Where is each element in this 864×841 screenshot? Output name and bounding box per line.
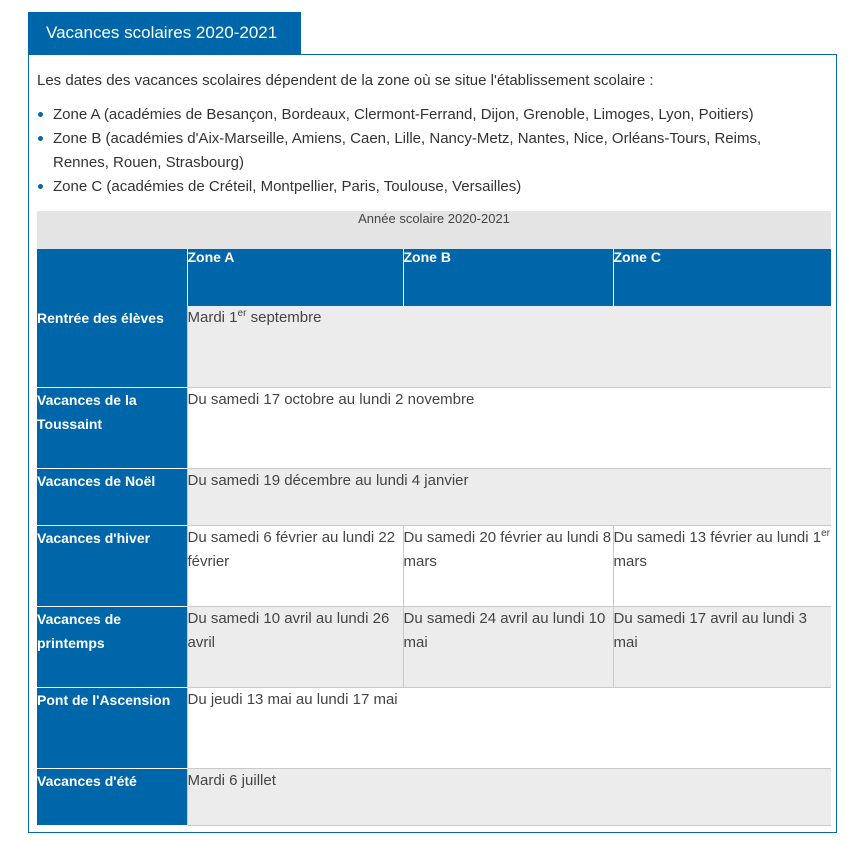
intro-text: Les dates des vacances scolaires dépendent de la zone où se situe l'établissement scolaire : bbox=[37, 72, 654, 89]
table-cell: Mardi 1er septembre bbox=[187, 306, 831, 387]
table-cell: Du samedi 20 février au lundi 8 mars bbox=[403, 525, 613, 606]
row-header: Pont de l'Ascension bbox=[37, 687, 187, 768]
row-header: Rentrée des élèves bbox=[37, 306, 187, 387]
row-header: Vacances d'hiver bbox=[37, 525, 187, 606]
table-row bbox=[37, 468, 831, 525]
column-header-zone-b: Zone B bbox=[403, 249, 613, 306]
table-cell: Du samedi 17 octobre au lundi 2 novembre bbox=[187, 387, 831, 468]
table-cell: Du samedi 24 avril au lundi 10 mai bbox=[403, 606, 613, 687]
list-item-zone-b: Zone B (académies d'Aix-Marseille, Amiens, Caen, Lille, Nancy-Metz, Nantes, Nice, Orléans-Tours, Reims, Rennes, Rouen, Strasbourg) bbox=[37, 127, 817, 175]
list-item-zone-c: Zone C (académies de Créteil, Montpellier, Paris, Toulouse, Versailles) bbox=[37, 175, 817, 199]
table-row bbox=[37, 687, 831, 768]
table-row bbox=[37, 306, 831, 387]
table-cell: Du jeudi 13 mai au lundi 17 mai bbox=[187, 687, 831, 768]
table-cell: Du samedi 13 février au lundi 1er mars bbox=[613, 525, 831, 606]
table-row bbox=[37, 768, 831, 825]
table-row bbox=[37, 525, 831, 606]
row-header: Vacances de Noël bbox=[37, 468, 187, 525]
holidays-table bbox=[37, 211, 831, 826]
table-row bbox=[37, 387, 831, 468]
table-caption: Année scolaire 2020-2021 bbox=[37, 211, 831, 249]
table-cell: Du samedi 17 avril au lundi 3 mai bbox=[613, 606, 831, 687]
zones-list bbox=[37, 103, 817, 199]
section-tab[interactable]: Vacances scolaires 2020-2021 bbox=[28, 12, 301, 54]
table-row bbox=[37, 606, 831, 687]
table-cell: Du samedi 10 avril au lundi 26 avril bbox=[187, 606, 403, 687]
table-corner bbox=[37, 249, 187, 306]
column-header-zone-a: Zone A bbox=[187, 249, 403, 306]
table-cell: Mardi 6 juillet bbox=[187, 768, 831, 825]
row-header: Vacances de printemps bbox=[37, 606, 187, 687]
list-item-zone-a: Zone A (académies de Besançon, Bordeaux, Clermont-Ferrand, Dijon, Grenoble, Limoges, Lyon, Poitiers) bbox=[37, 103, 817, 127]
row-header: Vacances d'été bbox=[37, 768, 187, 825]
column-header-zone-c: Zone C bbox=[613, 249, 831, 306]
row-header: Vacances de la Toussaint bbox=[37, 387, 187, 468]
table-cell: Du samedi 6 février au lundi 22 février bbox=[187, 525, 403, 606]
content-panel bbox=[28, 54, 837, 833]
table-cell: Du samedi 19 décembre au lundi 4 janvier bbox=[187, 468, 831, 525]
